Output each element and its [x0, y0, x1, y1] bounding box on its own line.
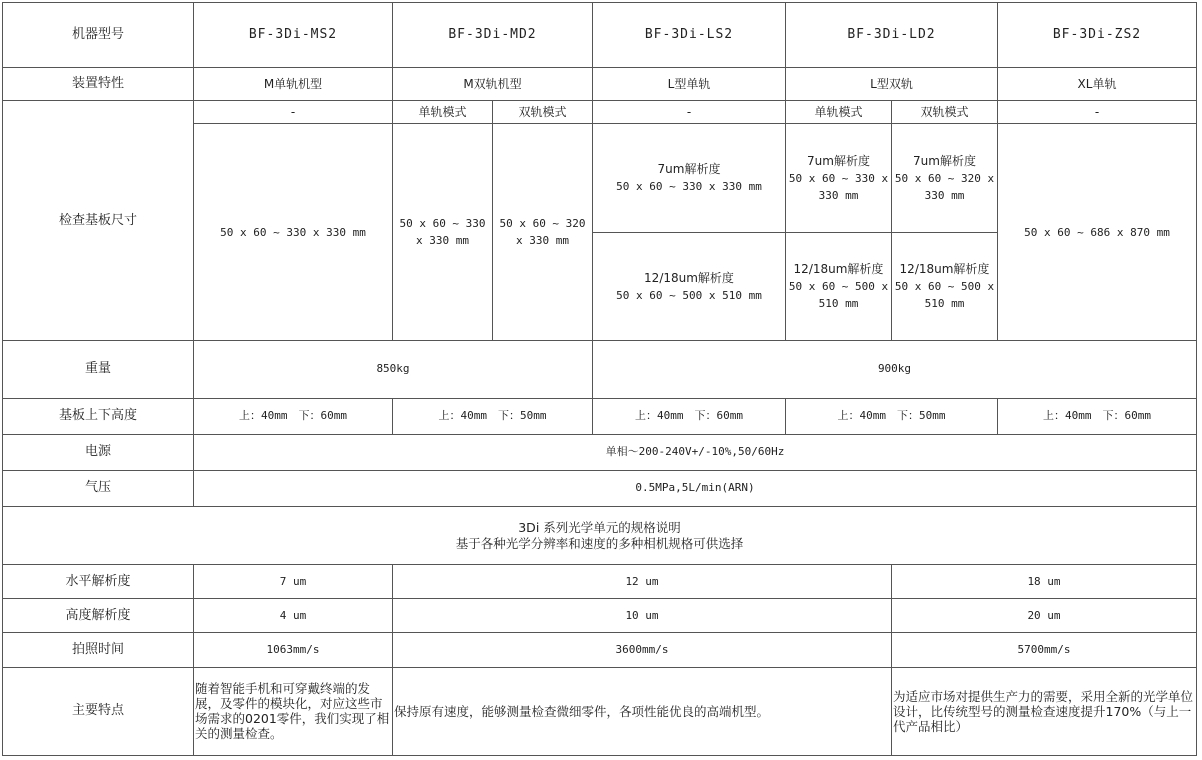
mode-value: 双轨模式 [493, 101, 593, 124]
features-row [3, 667, 1197, 755]
horizontal-res-value: 7 um [194, 565, 393, 599]
power-label: 电源 [3, 434, 194, 470]
height-res-row [3, 599, 1197, 633]
device-value: XL单轨 [998, 68, 1197, 101]
model-name: BF-3Di-LS2 [593, 3, 786, 68]
mode-value: 单轨模式 [786, 101, 892, 124]
air-value: 0.5MPa,5L/min(ARN) [194, 470, 1197, 506]
height-res-value: 20 um [892, 599, 1197, 633]
optics-note-line: 基于各种光学分辨率和速度的多种相机规格可供选择 [455, 535, 744, 551]
board-size-cell [593, 124, 786, 232]
model-row [3, 3, 1197, 68]
board-size-value: 50 x 60 ~ 320 x 330 mm [493, 124, 593, 341]
weight-value: 900kg [593, 341, 1197, 398]
height-res-label: 高度解析度 [3, 599, 194, 633]
mode-value: 单轨模式 [393, 101, 493, 124]
device-value: L型双轨 [786, 68, 998, 101]
power-value: 单相～200-240V+/-10%,50/60Hz [194, 434, 1197, 470]
horizontal-res-row [3, 565, 1197, 599]
model-name: BF-3Di-MS2 [194, 3, 393, 68]
resolution-title: 7um解析度 [807, 153, 870, 168]
model-name: BF-3Di-MD2 [393, 3, 593, 68]
optics-note-row [3, 506, 1197, 564]
board-size-value: 50 x 60 ~ 500 x 510 mm [616, 288, 762, 302]
board-size-value: 50 x 60 ~ 330 x 330 mm [194, 124, 393, 341]
board-size-cell [593, 232, 786, 340]
mode-value: - [593, 101, 786, 124]
clearance-label: 基板上下高度 [3, 398, 194, 434]
board-size-value: 50 x 60 ~ 330 x 330 mm [393, 124, 493, 341]
capture-time-value: 5700mm/s [892, 633, 1197, 667]
clearance-value: 上：40mm 下：60mm [593, 398, 786, 434]
capture-time-value: 3600mm/s [393, 633, 892, 667]
board-size-value: 50 x 60 ~ 500 x 510 mm [894, 280, 995, 311]
horizontal-res-value: 18 um [892, 565, 1197, 599]
height-res-value: 4 um [194, 599, 393, 633]
board-size-cell [892, 124, 998, 232]
board-size-value: 50 x 60 ~ 500 x 510 mm [788, 280, 889, 311]
capture-time-value: 1063mm/s [194, 633, 393, 667]
board-size-cell [892, 232, 998, 340]
clearance-row [3, 398, 1197, 434]
resolution-title: 7um解析度 [913, 153, 976, 168]
air-label: 气压 [3, 470, 194, 506]
resolution-title: 12/18um解析度 [899, 262, 990, 277]
device-row [3, 68, 1197, 101]
board-size-value: 50 x 60 ~ 320 x 330 mm [894, 171, 995, 202]
capture-time-row [3, 633, 1197, 667]
height-res-value: 10 um [393, 599, 892, 633]
features-value: 随着智能手机和可穿戴终端的发展，及零件的模块化，对应这些市场需求的0201零件，我们实现了相关的测量检查。 [194, 667, 393, 755]
mode-row [3, 101, 1197, 124]
spec-table [2, 2, 1197, 756]
horizontal-res-value: 12 um [393, 565, 892, 599]
model-label: 机器型号 [3, 3, 194, 68]
weight-value: 850kg [194, 341, 593, 398]
board-size-label: 检查基板尺寸 [3, 101, 194, 341]
features-value: 为适应市场对提供生产力的需要，采用全新的光学单位设计，比传统型号的测量检查速度提升170%（与上一代产品相比） [892, 667, 1197, 755]
device-value: M双轨机型 [393, 68, 593, 101]
air-row [3, 470, 1197, 506]
device-value: L型单轨 [593, 68, 786, 101]
board-size-cell [786, 124, 892, 232]
device-label: 装置特性 [3, 68, 194, 101]
power-row [3, 434, 1197, 470]
optics-note-line: 3Di 系列光学单元的规格说明 [518, 519, 681, 535]
capture-time-label: 拍照时间 [3, 633, 194, 667]
mode-value: - [194, 101, 393, 124]
optics-note [3, 506, 1197, 564]
mode-value: 双轨模式 [892, 101, 998, 124]
clearance-value: 上：40mm 下：50mm [393, 398, 593, 434]
clearance-value: 上：40mm 下：60mm [194, 398, 393, 434]
clearance-value: 上：40mm 下：50mm [786, 398, 998, 434]
resolution-title: 12/18um解析度 [644, 270, 734, 285]
weight-label: 重量 [3, 341, 194, 398]
mode-value: - [998, 101, 1197, 124]
resolution-title: 7um解析度 [657, 162, 721, 177]
board-size-value: 50 x 60 ~ 330 x 330 mm [788, 171, 889, 202]
board-size-cell [786, 232, 892, 340]
weight-row [3, 341, 1197, 398]
model-name: BF-3Di-LD2 [786, 3, 998, 68]
features-label: 主要特点 [3, 667, 194, 755]
board-size-value: 50 x 60 ~ 686 x 870 mm [998, 124, 1197, 341]
resolution-title: 12/18um解析度 [793, 262, 884, 277]
board-size-value: 50 x 60 ~ 330 x 330 mm [616, 180, 762, 194]
clearance-value: 上：40mm 下：60mm [998, 398, 1197, 434]
features-value: 保持原有速度，能够测量检查微细零件，各项性能优良的高端机型。 [393, 667, 892, 755]
horizontal-res-label: 水平解析度 [3, 565, 194, 599]
model-name: BF-3Di-ZS2 [998, 3, 1197, 68]
device-value: M单轨机型 [194, 68, 393, 101]
